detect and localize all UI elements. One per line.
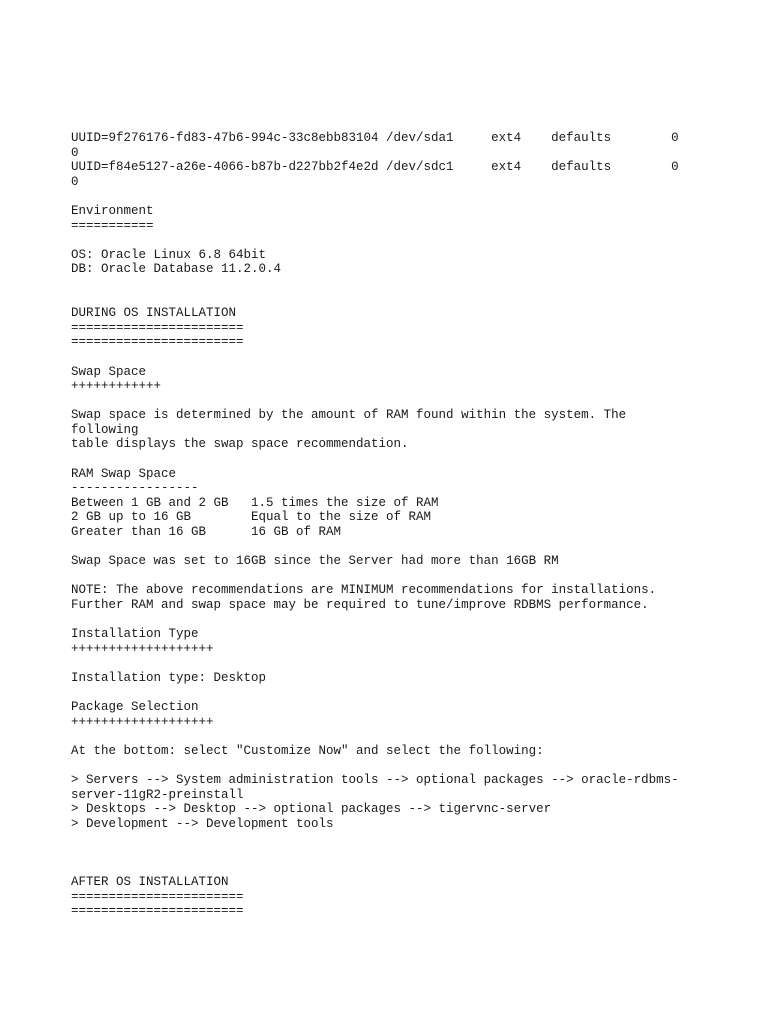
- spacer: [71, 189, 711, 204]
- package-intro: At the bottom: select "Customize Now" and select the following:: [71, 743, 544, 758]
- package-item-development: > Development --> Development tools: [71, 816, 334, 831]
- environment-os: OS: Oracle Linux 6.8 64bit: [71, 247, 267, 262]
- swap-table-row: Greater than 16 GB 16 GB of RAM: [71, 525, 342, 540]
- environment-underline: ===========: [71, 218, 154, 233]
- during-os-underline-1: =======================: [71, 320, 244, 335]
- swap-paragraph-line-3: table displays the swap space recommendation.: [71, 437, 409, 452]
- swap-note-line-2: Further RAM and swap space may be required to tune/improve RDBMS performance.: [71, 598, 649, 612]
- package-heading: Package Selection: [71, 700, 199, 715]
- package-item-servers-cont: server-11gR2-preinstall: [71, 787, 244, 802]
- swap-table-rule: -----------------: [71, 481, 199, 496]
- spacer: [71, 759, 711, 774]
- during-os-underline-2: =======================: [71, 335, 244, 350]
- swap-set-note: Swap Space was set to 16GB since the Server had more than 16GB RM: [71, 554, 559, 569]
- install-type-underline: +++++++++++++++++++: [71, 641, 214, 656]
- fstab-line-2: UUID=f84e5127-a26e-4066-b87b-d227bb2f4e2d /dev/sdc1 ext4 defaults 0: [71, 160, 679, 175]
- after-os-heading: AFTER OS INSTALLATION: [71, 875, 229, 890]
- environment-heading: Environment: [71, 203, 154, 218]
- after-os-underline-1: =======================: [71, 889, 244, 904]
- spacer: [71, 846, 711, 861]
- spacer: [71, 729, 711, 744]
- spacer: [71, 861, 711, 876]
- spacer: [71, 686, 711, 701]
- environment-db: DB: Oracle Database 11.2.0.4: [71, 262, 282, 277]
- package-underline: +++++++++++++++++++: [71, 714, 214, 729]
- spacer: [71, 350, 711, 365]
- fstab-line-2-cont: 0: [71, 174, 79, 189]
- spacer: [71, 540, 711, 555]
- swap-table-row: 2 GB up to 16 GB Equal to the size of RAM: [71, 510, 432, 525]
- swap-note-line-1: NOTE: The above recommendations are MINIMUM recommendations for installations.: [71, 583, 657, 598]
- after-os-underline-2: =======================: [71, 904, 244, 919]
- spacer: [71, 394, 711, 409]
- install-type-heading: Installation Type: [71, 627, 199, 642]
- spacer: [71, 613, 711, 628]
- fstab-line-1: UUID=9f276176-fd83-47b6-994c-33c8ebb83104 /dev/sda1 ext4 defaults 0: [71, 131, 679, 145]
- install-type-value: Installation type: Desktop: [71, 670, 267, 685]
- swap-heading: Swap Space: [71, 364, 147, 379]
- document-page: [71, 131, 711, 919]
- spacer: [71, 277, 711, 292]
- swap-paragraph-line-1: Swap space is determined by the amount of RAM found within the system. The: [71, 408, 627, 423]
- spacer: [71, 832, 711, 847]
- swap-table-row: Between 1 GB and 2 GB 1.5 times the size of RAM: [71, 495, 439, 510]
- spacer: [71, 569, 711, 584]
- during-os-heading: DURING OS INSTALLATION: [71, 306, 237, 321]
- package-item-desktops: > Desktops --> Desktop --> optional packages --> tigervnc-server: [71, 802, 552, 817]
- package-item-servers: > Servers --> System administration tools --> optional packages --> oracle-rdbms-: [71, 773, 679, 788]
- spacer: [71, 292, 711, 307]
- spacer: [71, 656, 711, 671]
- swap-table-heading: RAM Swap Space: [71, 466, 177, 481]
- swap-paragraph-line-2: following: [71, 422, 139, 437]
- swap-underline: ++++++++++++: [71, 379, 162, 394]
- fstab-line-1-cont: 0: [71, 145, 79, 160]
- spacer: [71, 233, 711, 248]
- spacer: [71, 452, 711, 467]
